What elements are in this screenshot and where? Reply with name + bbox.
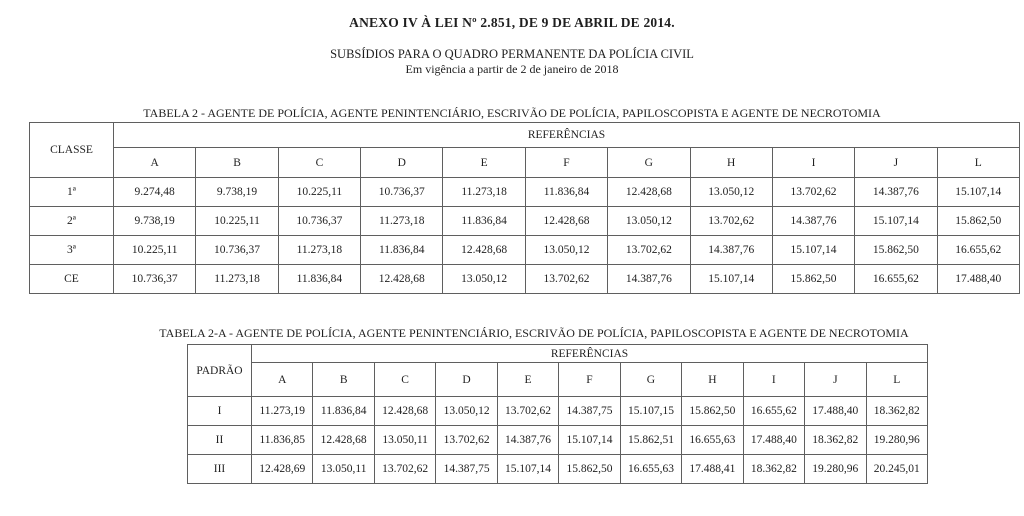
value-cell: 10.736,37 bbox=[361, 178, 443, 207]
table2-title: TABELA 2 - AGENTE DE POLÍCIA, AGENTE PENINTENCIÁRIO, ESCRIVÃO DE POLÍCIA, PAPILOSCOPISTA E AGENTE DE NECROTOMIA bbox=[143, 106, 881, 120]
value-cell: 11.273,18 bbox=[278, 236, 360, 265]
column-header: G bbox=[608, 148, 690, 178]
table2a bbox=[187, 344, 928, 484]
column-header: H bbox=[690, 148, 772, 178]
value-cell: 16.655,62 bbox=[937, 236, 1019, 265]
document-title: ANEXO IV À LEI Nº 2.851, DE 9 DE ABRIL DE 2014. bbox=[349, 15, 675, 30]
value-cell: 15.107,14 bbox=[690, 265, 772, 294]
value-cell: 9.274,48 bbox=[114, 178, 196, 207]
value-cell: 15.862,50 bbox=[682, 397, 743, 426]
value-cell: 18.362,82 bbox=[743, 455, 804, 484]
column-header: I bbox=[772, 148, 854, 178]
document-header bbox=[0, 0, 1024, 76]
value-cell: 11.836,84 bbox=[361, 236, 443, 265]
table-row bbox=[188, 455, 928, 484]
value-cell: 15.107,14 bbox=[937, 178, 1019, 207]
row-label: 2ª bbox=[30, 207, 114, 236]
column-header: C bbox=[278, 148, 360, 178]
group-header-row bbox=[30, 123, 1020, 148]
value-cell: 13.050,12 bbox=[690, 178, 772, 207]
value-cell: 13.050,12 bbox=[525, 236, 607, 265]
table-row bbox=[30, 178, 1020, 207]
value-cell: 15.862,50 bbox=[937, 207, 1019, 236]
value-cell: 11.273,18 bbox=[443, 178, 525, 207]
value-cell: 13.702,62 bbox=[436, 426, 497, 455]
value-cell: 18.362,82 bbox=[805, 426, 866, 455]
group-header: REFERÊNCIAS bbox=[252, 345, 928, 363]
column-header: I bbox=[743, 363, 804, 397]
table-row bbox=[30, 265, 1020, 294]
value-cell: 12.428,69 bbox=[252, 455, 313, 484]
column-header: A bbox=[114, 148, 196, 178]
value-cell: 13.050,12 bbox=[608, 207, 690, 236]
column-header: G bbox=[620, 363, 681, 397]
value-cell: 20.245,01 bbox=[866, 455, 927, 484]
column-header: B bbox=[313, 363, 374, 397]
column-header: E bbox=[443, 148, 525, 178]
table-row bbox=[188, 397, 928, 426]
column-header: D bbox=[361, 148, 443, 178]
value-cell: 10.736,37 bbox=[196, 236, 278, 265]
value-cell: 13.702,62 bbox=[497, 397, 558, 426]
row-label: 1ª bbox=[30, 178, 114, 207]
column-header: A bbox=[252, 363, 313, 397]
column-header: D bbox=[436, 363, 497, 397]
value-cell: 13.702,62 bbox=[374, 455, 435, 484]
row-label: III bbox=[188, 455, 252, 484]
table-row bbox=[30, 207, 1020, 236]
column-header: C bbox=[374, 363, 435, 397]
row-axis-header: CLASSE bbox=[30, 123, 114, 178]
table-row bbox=[30, 236, 1020, 265]
value-cell: 14.387,76 bbox=[608, 265, 690, 294]
column-header: F bbox=[525, 148, 607, 178]
column-header: J bbox=[855, 148, 937, 178]
value-cell: 15.862,50 bbox=[772, 265, 854, 294]
row-label: 3ª bbox=[30, 236, 114, 265]
value-cell: 17.488,40 bbox=[743, 426, 804, 455]
value-cell: 13.702,62 bbox=[525, 265, 607, 294]
value-cell: 19.280,96 bbox=[805, 455, 866, 484]
table-row bbox=[188, 426, 928, 455]
value-cell: 15.862,51 bbox=[620, 426, 681, 455]
row-axis-header: PADRÃO bbox=[188, 345, 252, 397]
row-label: II bbox=[188, 426, 252, 455]
column-header: B bbox=[196, 148, 278, 178]
value-cell: 19.280,96 bbox=[866, 426, 927, 455]
value-cell: 10.225,11 bbox=[196, 207, 278, 236]
document-subtitle: SUBSÍDIOS PARA O QUADRO PERMANENTE DA POLÍCIA CIVIL bbox=[330, 47, 694, 61]
value-cell: 15.107,14 bbox=[855, 207, 937, 236]
row-label: CE bbox=[30, 265, 114, 294]
value-cell: 16.655,63 bbox=[682, 426, 743, 455]
value-cell: 15.107,14 bbox=[559, 426, 620, 455]
value-cell: 10.225,11 bbox=[114, 236, 196, 265]
value-cell: 11.273,18 bbox=[361, 207, 443, 236]
effective-date-line: Em vigência a partir de 2 de janeiro de 2018 bbox=[405, 62, 619, 76]
value-cell: 15.862,50 bbox=[559, 455, 620, 484]
table2a-section bbox=[0, 326, 1024, 484]
value-cell: 18.362,82 bbox=[866, 397, 927, 426]
column-header-row bbox=[188, 363, 928, 397]
value-cell: 15.107,14 bbox=[772, 236, 854, 265]
value-cell: 14.387,76 bbox=[497, 426, 558, 455]
column-header: F bbox=[559, 363, 620, 397]
value-cell: 11.836,84 bbox=[313, 397, 374, 426]
column-header: L bbox=[937, 148, 1019, 178]
value-cell: 17.488,40 bbox=[805, 397, 866, 426]
value-cell: 14.387,75 bbox=[436, 455, 497, 484]
value-cell: 11.836,84 bbox=[278, 265, 360, 294]
column-header: L bbox=[866, 363, 927, 397]
value-cell: 9.738,19 bbox=[114, 207, 196, 236]
value-cell: 13.702,62 bbox=[690, 207, 772, 236]
value-cell: 11.273,19 bbox=[252, 397, 313, 426]
value-cell: 12.428,68 bbox=[361, 265, 443, 294]
value-cell: 15.107,15 bbox=[620, 397, 681, 426]
value-cell: 13.050,12 bbox=[443, 265, 525, 294]
value-cell: 16.655,63 bbox=[620, 455, 681, 484]
value-cell: 13.050,11 bbox=[313, 455, 374, 484]
value-cell: 14.387,76 bbox=[690, 236, 772, 265]
table2 bbox=[29, 122, 1020, 294]
value-cell: 10.736,37 bbox=[114, 265, 196, 294]
value-cell: 12.428,68 bbox=[443, 236, 525, 265]
value-cell: 12.428,68 bbox=[608, 178, 690, 207]
value-cell: 15.107,14 bbox=[497, 455, 558, 484]
value-cell: 17.488,40 bbox=[937, 265, 1019, 294]
value-cell: 17.488,41 bbox=[682, 455, 743, 484]
group-header: REFERÊNCIAS bbox=[114, 123, 1020, 148]
value-cell: 16.655,62 bbox=[743, 397, 804, 426]
value-cell: 14.387,76 bbox=[772, 207, 854, 236]
value-cell: 11.836,84 bbox=[443, 207, 525, 236]
row-label: I bbox=[188, 397, 252, 426]
table2a-title: TABELA 2-A - AGENTE DE POLÍCIA, AGENTE PENINTENCIÁRIO, ESCRIVÃO DE POLÍCIA, PAPILOSCOPISTA E AGENTE DE NECROTOMIA bbox=[159, 326, 909, 340]
value-cell: 11.273,18 bbox=[196, 265, 278, 294]
column-header: E bbox=[497, 363, 558, 397]
value-cell: 15.862,50 bbox=[855, 236, 937, 265]
table2-section bbox=[0, 106, 1024, 294]
value-cell: 14.387,75 bbox=[559, 397, 620, 426]
value-cell: 12.428,68 bbox=[374, 397, 435, 426]
column-header: H bbox=[682, 363, 743, 397]
value-cell: 13.050,12 bbox=[436, 397, 497, 426]
value-cell: 10.736,37 bbox=[278, 207, 360, 236]
column-header: J bbox=[805, 363, 866, 397]
value-cell: 14.387,76 bbox=[855, 178, 937, 207]
value-cell: 13.702,62 bbox=[772, 178, 854, 207]
value-cell: 11.836,85 bbox=[252, 426, 313, 455]
value-cell: 10.225,11 bbox=[278, 178, 360, 207]
value-cell: 16.655,62 bbox=[855, 265, 937, 294]
value-cell: 9.738,19 bbox=[196, 178, 278, 207]
value-cell: 11.836,84 bbox=[525, 178, 607, 207]
value-cell: 13.050,11 bbox=[374, 426, 435, 455]
column-header-row bbox=[30, 148, 1020, 178]
group-header-row bbox=[188, 345, 928, 363]
value-cell: 12.428,68 bbox=[313, 426, 374, 455]
value-cell: 13.702,62 bbox=[608, 236, 690, 265]
value-cell: 12.428,68 bbox=[525, 207, 607, 236]
